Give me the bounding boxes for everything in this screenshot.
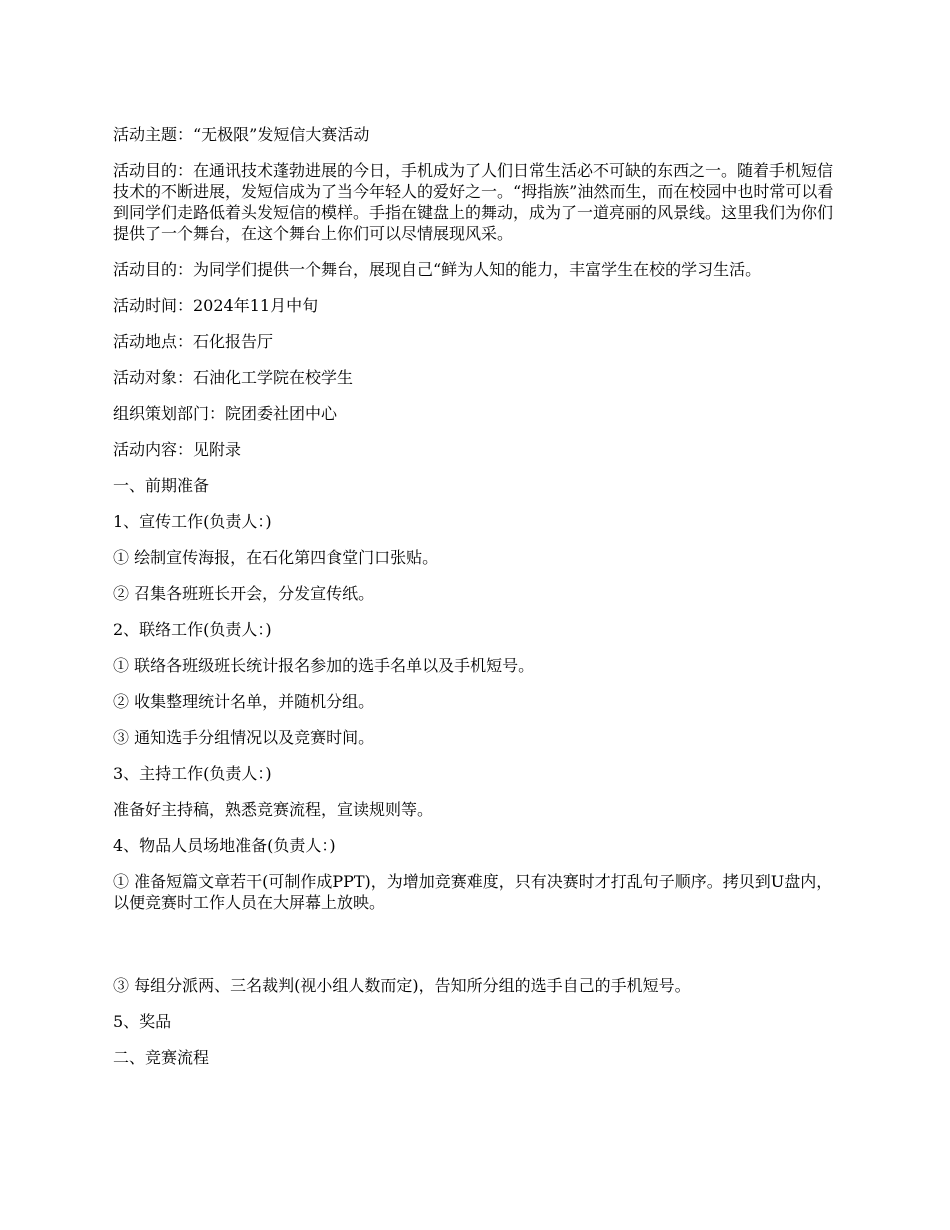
section-heading-preparation: 一、前期准备 bbox=[113, 476, 210, 495]
list-item: ① 准备短篇文章若干(可制作成PPT)，为增加竞赛难度，只有决赛时才打乱句子顺序。拷贝到U盘内，以便竞赛时工作人员在大屏幕上放映。 bbox=[113, 872, 833, 912]
list-item: ① 绘制宣传海报，在石化第四食堂门口张贴。 bbox=[113, 548, 439, 567]
list-item: ② 召集各班班长开会，分发宣传纸。 bbox=[113, 584, 375, 603]
subsection-liaison: 2、联络工作(负责人：) bbox=[113, 620, 272, 639]
list-item: ② 收集整理统计名单，并随机分组。 bbox=[113, 692, 375, 711]
activity-time: 活动时间：2024年11月中旬 bbox=[113, 296, 319, 315]
subsection-materials: 4、物品人员场地准备(负责人：) bbox=[113, 836, 336, 855]
organizing-department: 组织策划部门：院团委社团中心 bbox=[113, 404, 338, 423]
activity-location: 活动地点：石化报告厅 bbox=[113, 332, 274, 351]
list-item: 准备好主持稿，熟悉竞赛流程，宣读规则等。 bbox=[113, 800, 434, 819]
subsection-prizes: 5、奖品 bbox=[113, 1012, 172, 1031]
list-item: ① 联络各班级班长统计报名参加的选手名单以及手机短号。 bbox=[113, 656, 535, 675]
activity-purpose: 活动目的：为同学们提供一个舞台，展现自己“鲜为人知的能力，丰富学生在校的学习生活。 bbox=[113, 260, 762, 279]
document-body bbox=[113, 124, 840, 1083]
activity-content: 活动内容：见附录 bbox=[113, 440, 242, 459]
blank-gap bbox=[113, 928, 840, 975]
list-item: ③ 通知选手分组情况以及竞赛时间。 bbox=[113, 728, 375, 747]
list-item: ③ 每组分派两、三名裁判(视小组人数而定)，告知所分组的选手自己的手机短号。 bbox=[113, 976, 691, 995]
activity-audience: 活动对象：石油化工学院在校学生 bbox=[113, 368, 354, 387]
subsection-hosting: 3、主持工作(负责人：) bbox=[113, 764, 272, 783]
activity-theme: 活动主题：“无极限”发短信大赛活动 bbox=[113, 125, 370, 144]
subsection-publicity: 1、宣传工作(负责人：) bbox=[113, 512, 272, 531]
section-heading-process: 二、竞赛流程 bbox=[113, 1048, 210, 1067]
activity-purpose-intro: 活动目的：在通讯技术蓬勃进展的今日，手机成为了人们日常生活必不可缺的东西之一。随着手机短信技术的不断进展，发短信成为了当今年轻人的爱好之一。“拇指族”油然而生，而在校园中也时常可以看到同学们走路低着头发短信的模样。手指在键盘上的舞动，成为了一道亮丽的风景线。这里我们为你们提供了一个舞台，在这个舞台上你们可以尽情展现风采。 bbox=[113, 161, 834, 243]
